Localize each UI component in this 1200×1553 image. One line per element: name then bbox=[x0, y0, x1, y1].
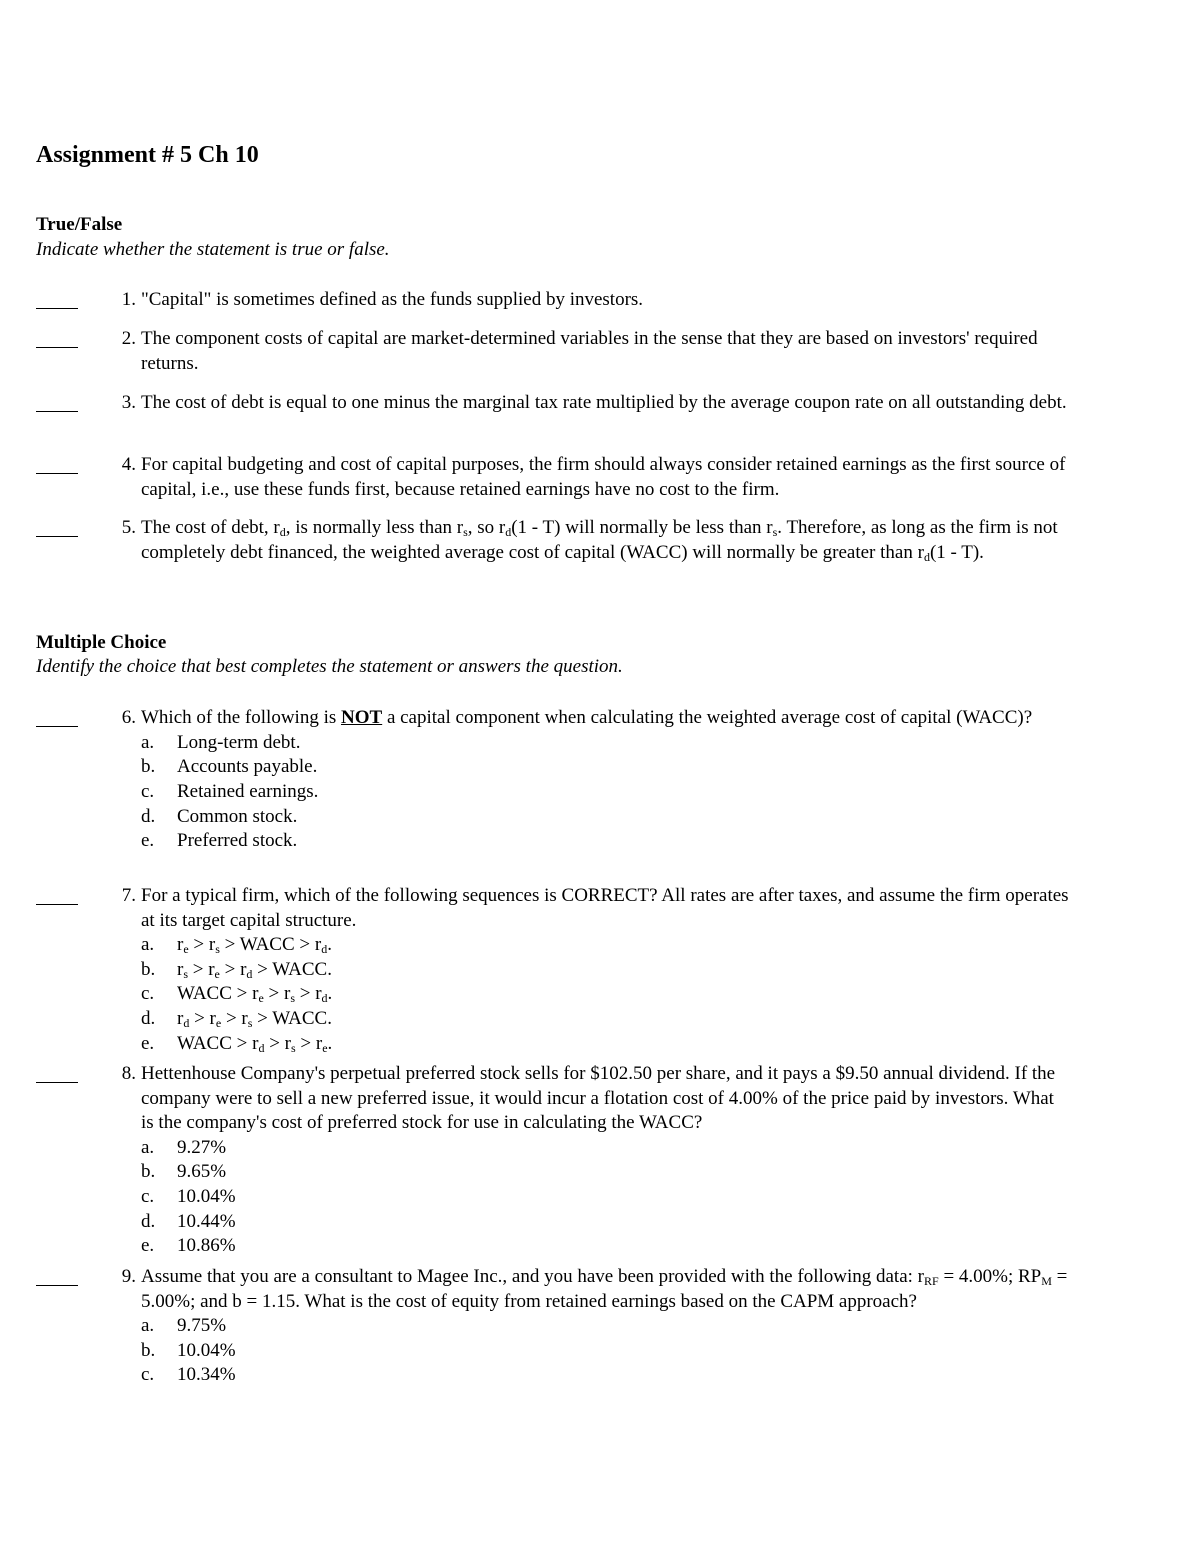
answer-blank[interactable] bbox=[36, 1265, 78, 1286]
choice-b[interactable]: b. $r_s > r_e > r_d$ > WACC. bbox=[141, 958, 332, 981]
question-number: 5. bbox=[121, 517, 136, 538]
question-number: 3. bbox=[121, 392, 136, 413]
question-text: For a typical firm, which of the following sequences is CORRECT? All rates are after taxes, and assume the firm operates at its target capital structure. bbox=[141, 885, 1069, 931]
choice-a[interactable]: a. $r_e > r_s$ > WACC > $r_d$. bbox=[141, 934, 332, 956]
mc-heading: Multiple Choice bbox=[36, 632, 167, 653]
question-number: 8. bbox=[121, 1063, 136, 1084]
mc-instruction: Identify the choice that best completes the statement or answers the question. bbox=[36, 656, 623, 677]
question-text: Assume that you are a consultant to Magee Inc., and you have been provided with the following data: $r_{RF} = 4.00\%$; $RP_M = 5.00\%$; and b = 1.15. What is the cost of equity from retained earnings based on the CAPM approach? bbox=[141, 1266, 1068, 1312]
choice-list bbox=[141, 1314, 1071, 1388]
choice-a[interactable]: a. 9.27% bbox=[141, 1136, 227, 1158]
question-number: 9. bbox=[121, 1266, 136, 1287]
not-emphasis: NOT bbox=[341, 707, 383, 728]
question-number: 7. bbox=[121, 885, 136, 906]
choice-list bbox=[141, 1136, 1071, 1259]
answer-blank[interactable] bbox=[36, 516, 78, 537]
choice-d[interactable]: d. 10.44% bbox=[141, 1210, 236, 1232]
question-text: The cost of debt is equal to one minus the marginal tax rate multiplied by the average coupon rate on all outstanding debt. bbox=[141, 392, 1067, 413]
page-title: Assignment # 5 Ch 10 bbox=[36, 142, 259, 168]
choice-c[interactable]: c. Retained earnings. bbox=[141, 780, 319, 802]
choice-e[interactable]: e. Preferred stock. bbox=[141, 830, 298, 852]
answer-blank[interactable] bbox=[36, 453, 78, 474]
tf-instruction: Indicate whether the statement is true or false. bbox=[36, 239, 390, 260]
choice-a[interactable]: a. 9.75% bbox=[141, 1315, 227, 1336]
choice-b[interactable]: b. 10.04% bbox=[141, 1339, 236, 1361]
choice-a[interactable]: a. Long-term debt. bbox=[141, 731, 301, 753]
answer-blank[interactable] bbox=[36, 327, 78, 348]
question-number: 2. bbox=[121, 328, 136, 349]
choice-d[interactable]: d. $r_d > r_e > r_s$ > WACC. bbox=[141, 1008, 332, 1031]
question-text: Hettenhouse Company's perpetual preferred stock sells for $102.50 per share, and it pays a $9.50 annual dividend. If the company were to sell a new preferred issue, it would incur a flotation cost of 4.00% of the price paid by investors. What is the company's cost of preferred stock for use in calculating the WACC? bbox=[141, 1063, 1056, 1133]
choice-c[interactable]: c. 10.34% bbox=[141, 1364, 236, 1386]
answer-blank[interactable] bbox=[36, 391, 78, 412]
tf-heading: True/False bbox=[36, 214, 123, 235]
choice-b[interactable]: b. Accounts payable. bbox=[141, 756, 318, 778]
question-text: The component costs of capital are market-determined variables in the sense that they are based on investors' required returns. bbox=[141, 328, 1038, 374]
choice-list bbox=[141, 731, 1071, 854]
question-number: 6. bbox=[121, 707, 136, 728]
choice-d[interactable]: d. Common stock. bbox=[141, 805, 298, 827]
question-text: Which of the following is NOT a capital component when calculating the weighted average cost of capital (WACC)? bbox=[141, 707, 1033, 728]
choice-e[interactable]: e. 10.86% bbox=[141, 1235, 236, 1257]
answer-blank[interactable] bbox=[36, 1062, 78, 1083]
question-number: 4. bbox=[121, 454, 136, 475]
question-number: 1. bbox=[121, 289, 136, 310]
choice-c[interactable]: c. WACC > $r_e > r_s > r_d$. bbox=[141, 983, 333, 1006]
answer-blank[interactable] bbox=[36, 288, 78, 309]
answer-blank[interactable] bbox=[36, 884, 78, 905]
choice-b[interactable]: b. 9.65% bbox=[141, 1161, 227, 1183]
choice-e[interactable]: e. WACC > $r_d > r_s > r_e$. bbox=[141, 1032, 333, 1055]
question-text: "Capital" is sometimes defined as the funds supplied by investors. bbox=[141, 289, 644, 310]
choice-list bbox=[141, 933, 1071, 1056]
question-text: The cost of debt, $r_d$, is normally less than $r_s$, so $r_d(1 - T)$ will normally be less than $r_s$. Therefore, as long as the firm is not completely debt financed, the weighted average cost of capital (WACC) will normally be greater than $r_d(1 - T)$. bbox=[141, 517, 1058, 564]
choice-c[interactable]: c. 10.04% bbox=[141, 1185, 236, 1207]
answer-blank[interactable] bbox=[36, 706, 78, 727]
question-text: For capital budgeting and cost of capital purposes, the firm should always consider retained earnings as the first source of capital, i.e., use these funds first, because retained earnings have no cost to the firm. bbox=[141, 454, 1066, 500]
